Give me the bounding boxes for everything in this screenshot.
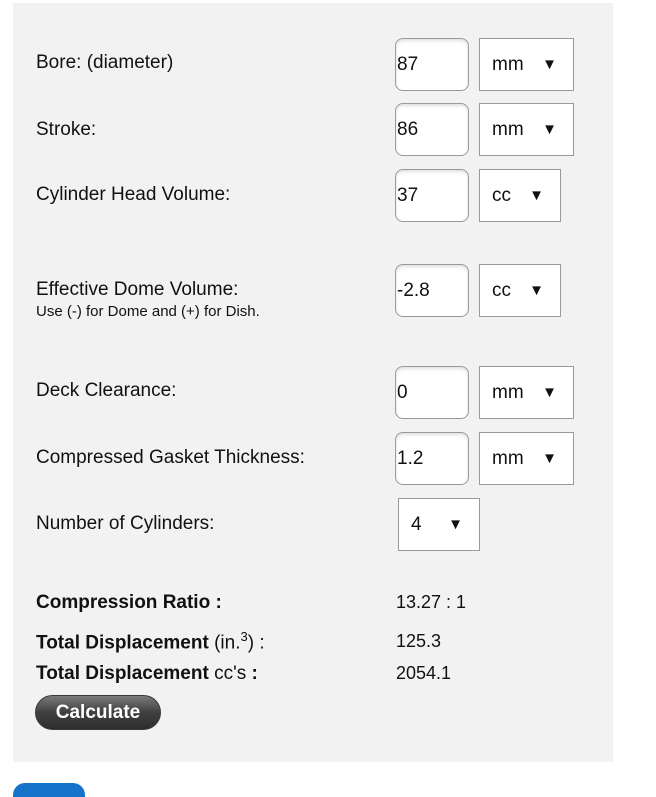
cylinders-select[interactable]: [398, 498, 480, 551]
cylinders-label: Number of Cylinders:: [36, 513, 215, 534]
bottom-tab[interactable]: [13, 783, 85, 797]
chevron-down-icon: ▼: [529, 187, 544, 204]
displacement-in-value: 125.3: [396, 631, 442, 651]
displacement-cc-value: 2054.1: [396, 663, 452, 683]
head-volume-input[interactable]: [395, 169, 469, 222]
gasket-thickness-unit-value: mm: [492, 447, 524, 469]
head-volume-label: Cylinder Head Volume:: [36, 184, 231, 205]
stroke-label: Stroke:: [36, 119, 97, 140]
dome-volume-unit-select[interactable]: [479, 264, 561, 317]
dome-volume-input[interactable]: [395, 264, 469, 317]
chevron-down-icon: ▼: [542, 56, 557, 73]
calculate-button[interactable]: Calculate: [35, 695, 161, 730]
calculator-panel: [13, 3, 613, 762]
compression-ratio-label: [36, 592, 222, 614]
gasket-thickness-label: Compressed Gasket Thickness:: [36, 447, 305, 468]
deck-clearance-label: Deck Clearance:: [36, 380, 177, 401]
gasket-thickness-input[interactable]: [395, 432, 469, 485]
deck-clearance-input[interactable]: [395, 366, 469, 419]
bore-unit-select[interactable]: [479, 38, 574, 91]
chevron-down-icon: ▼: [542, 384, 557, 401]
displacement-cc-title: Total Displacement: [36, 663, 209, 684]
dome-volume-hint: Use (-) for Dome and (+) for Dish.: [36, 303, 260, 320]
chevron-down-icon: ▼: [529, 282, 544, 299]
head-volume-unit-value: cc: [492, 184, 511, 206]
displacement-cc-colon: :: [246, 663, 258, 684]
displacement-in-title: Total Displacement: [36, 632, 209, 654]
bore-unit-value: mm: [492, 53, 524, 75]
displacement-in-label: [36, 629, 265, 654]
stroke-unit-value: mm: [492, 118, 524, 140]
displacement-in-unit: (in.: [208, 632, 241, 654]
deck-clearance-unit-value: mm: [492, 381, 524, 403]
gasket-thickness-unit-select[interactable]: [479, 432, 574, 485]
bore-label: Bore: (diameter): [36, 52, 174, 73]
compression-ratio-title: Compression Ratio :: [36, 592, 222, 613]
head-volume-unit-select[interactable]: [479, 169, 561, 222]
chevron-down-icon: ▼: [448, 516, 463, 533]
displacement-in-exponent: 3: [240, 629, 248, 644]
chevron-down-icon: ▼: [542, 450, 557, 467]
bore-input[interactable]: [395, 38, 469, 91]
displacement-cc-unit: cc's: [208, 663, 247, 684]
displacement-in-unit-close: ) :: [247, 632, 265, 654]
displacement-cc-label: [36, 663, 258, 685]
dome-volume-label: [36, 279, 260, 320]
compression-ratio-value: 13.27 : 1: [396, 592, 467, 612]
dome-volume-title: Effective Dome Volume:: [36, 279, 239, 300]
dome-volume-unit-value: cc: [492, 279, 511, 301]
stroke-input[interactable]: [395, 103, 469, 156]
chevron-down-icon: ▼: [542, 121, 557, 138]
stroke-unit-select[interactable]: [479, 103, 574, 156]
deck-clearance-unit-select[interactable]: [479, 366, 574, 419]
cylinders-value: 4: [411, 513, 422, 535]
